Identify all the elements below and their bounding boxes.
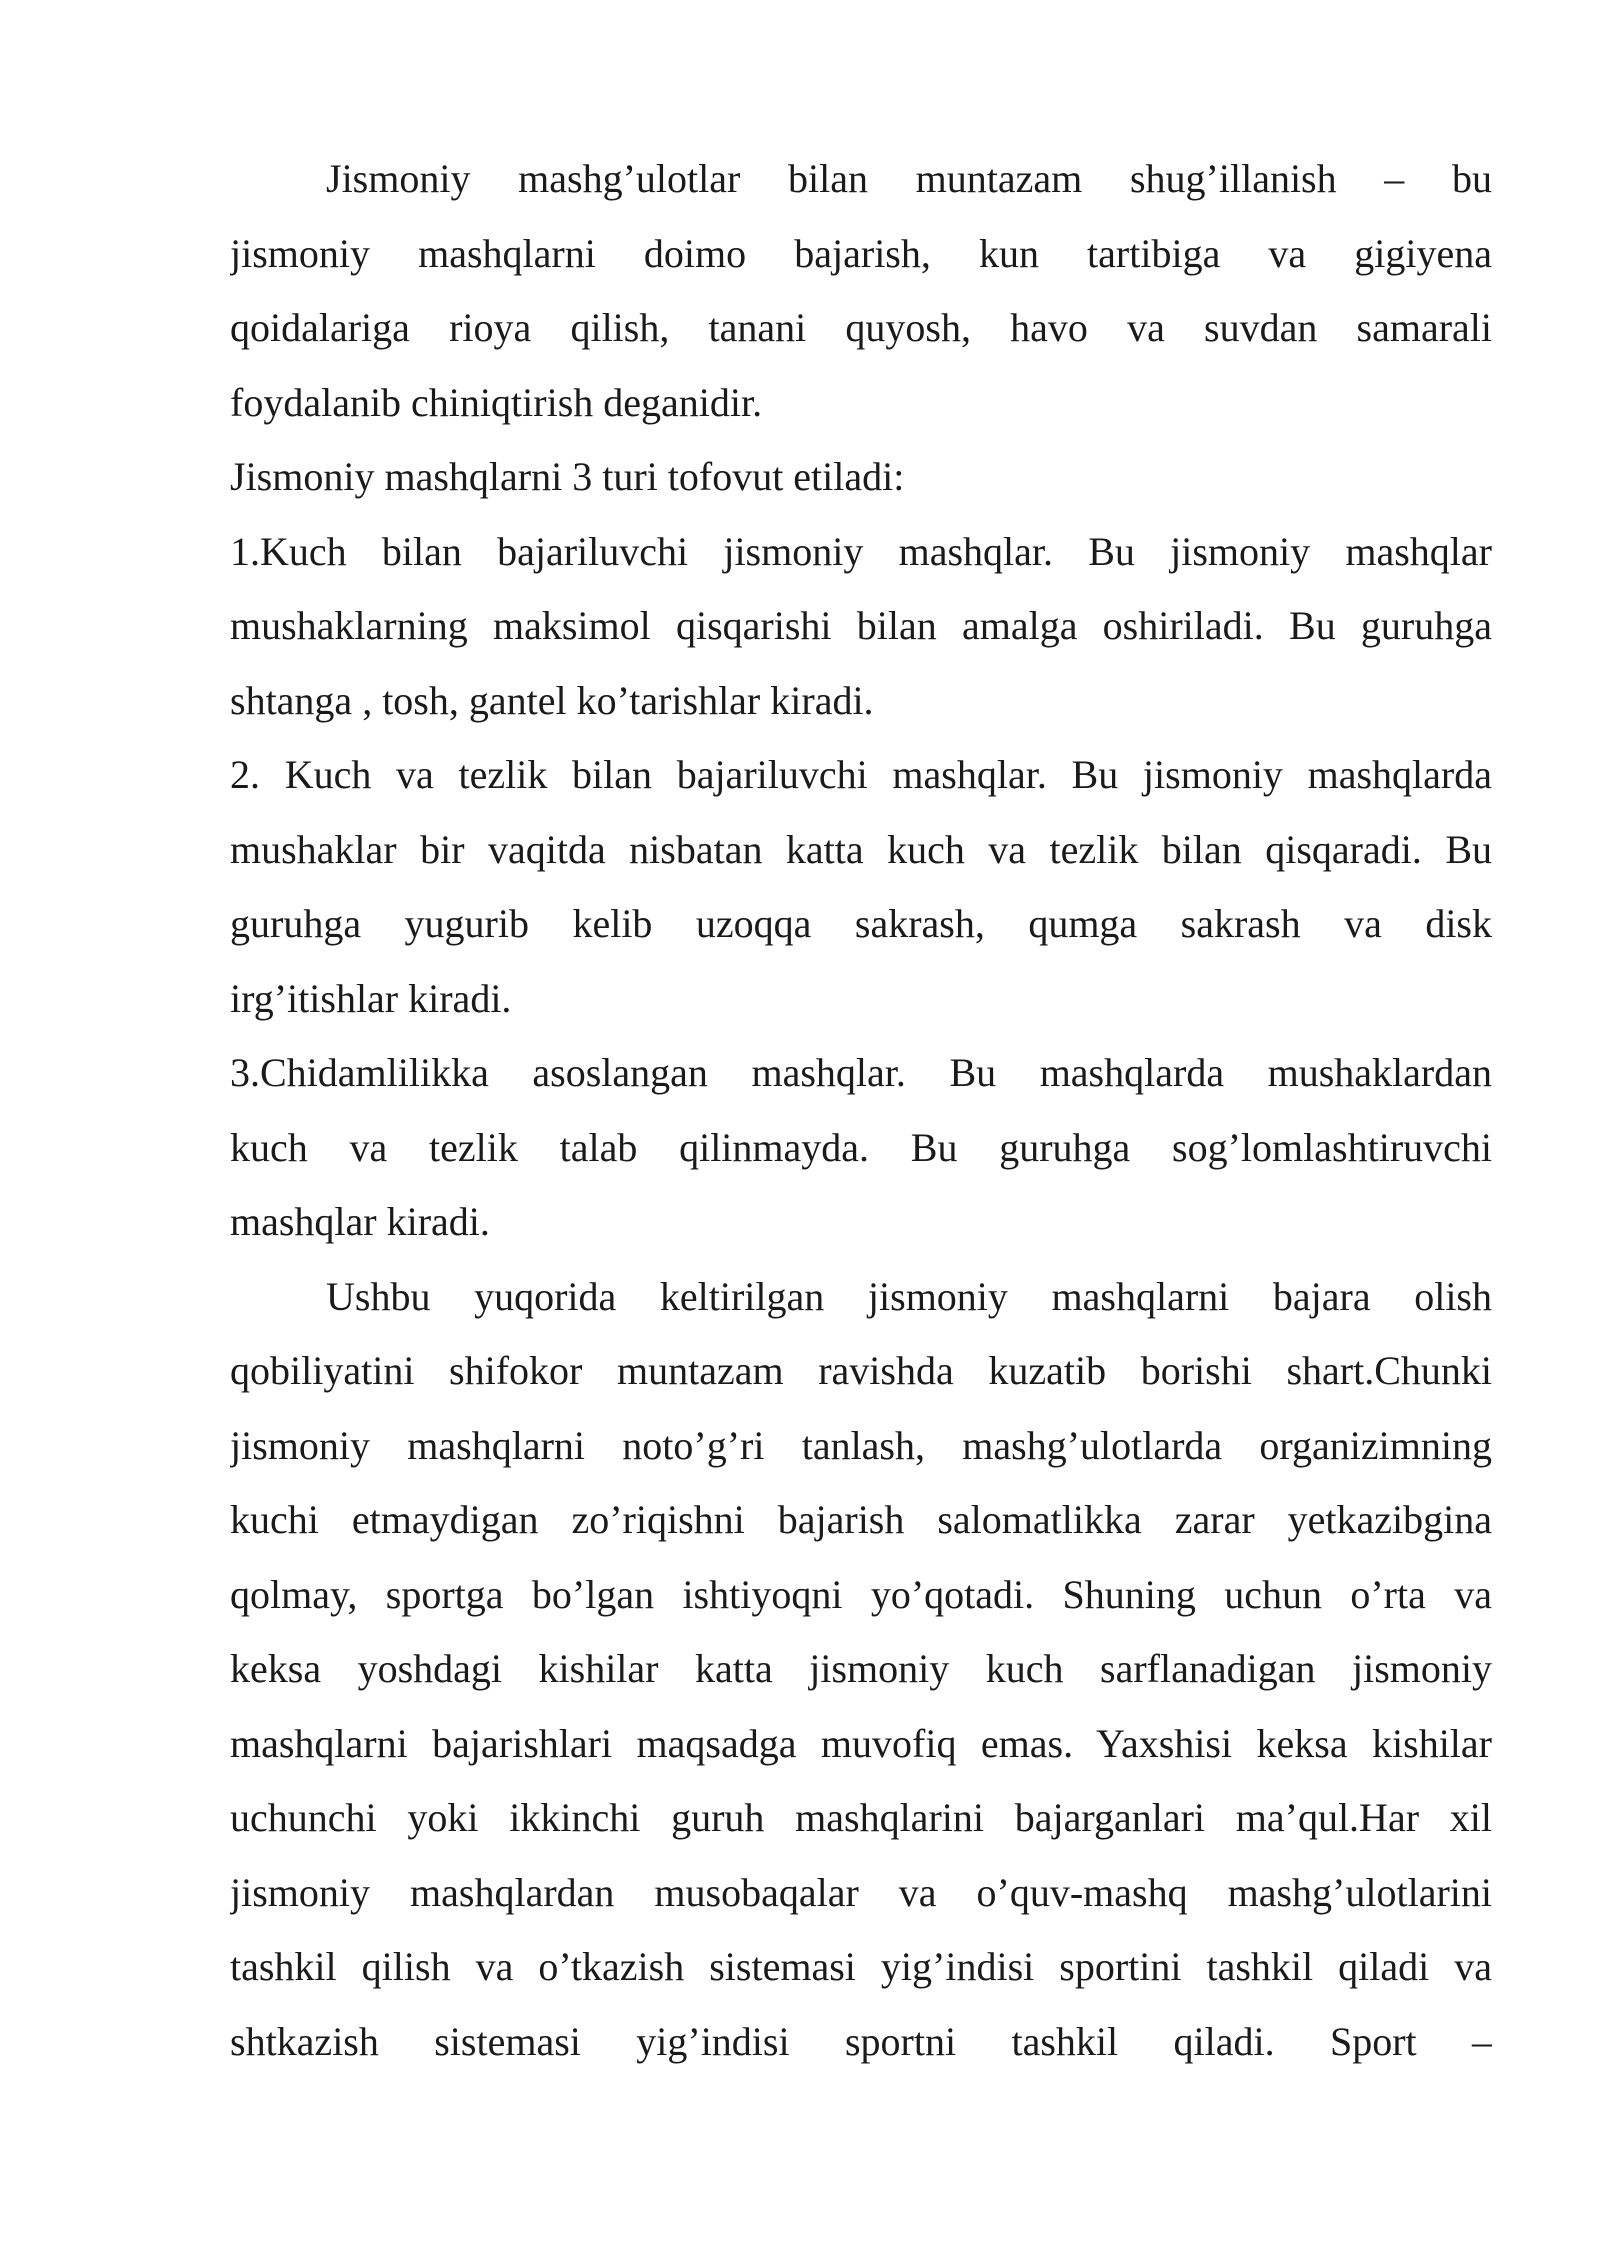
paragraph <box>230 515 1492 739</box>
text-line: kuch va tezlik talab qilinmayda. Bu guruhga sog’lomlashtiruvchi <box>230 1124 1492 1170</box>
text-line: 3.Chidamlilikka asoslangan mashqlar. Bu mashqlarda mushaklardan <box>230 1050 1492 1095</box>
text-line: mashqlar kiradi. <box>230 1199 490 1244</box>
paragraph <box>230 738 1492 1036</box>
text-line: mashqlarni bajarishlari maqsadga muvofiq emas. Yaxshisi keksa kishilar <box>230 1720 1492 1766</box>
paragraph <box>230 142 1492 440</box>
text-line: 2. Kuch va tezlik bilan bajariluvchi mashqlar. Bu jismoniy mashqlarda <box>230 752 1492 797</box>
text-line: tashkil qilish va o’tkazish sistemasi yig’indisi sportini tashkil qiladi va <box>230 1944 1492 1989</box>
text-line: jismoniy mashqlarni noto’g’ri tanlash, mashg’ulotlarda organizimning <box>230 1422 1492 1468</box>
text-line: Ushbu yuqorida keltirilgan jismoniy mashqlarni bajara olish <box>326 1273 1492 1319</box>
text-line: Jismoniy mashg’ulotlar bilan muntazam shug’illanish – bu <box>326 156 1492 201</box>
paragraph <box>230 440 1492 515</box>
text-line: kuchi etmaydigan zo’riqishni bajarish salomatlikka zarar yetkazibgina <box>230 1497 1492 1542</box>
text-line: qobiliyatini shifokor muntazam ravishda kuzatib borishi shart.Chunki <box>230 1348 1492 1393</box>
text-line: Jismoniy mashqlarni 3 turi tofovut etiladi: <box>230 454 905 499</box>
text-line: jismoniy mashqlarni doimo bajarish, kun tartibiga va gigiyena <box>230 230 1492 276</box>
text-line: qoidalariga rioya qilish, tanani quyosh, havo va suvdan samarali <box>230 305 1492 350</box>
text-line: shtanga , tosh, gantel ko’tarishlar kiradi. <box>230 677 874 723</box>
text-line: uchunchi yoki ikkinchi guruh mashqlarini bajarganlari ma’qul.Har xil <box>230 1795 1492 1840</box>
paragraph <box>230 1036 1492 1260</box>
text-line: mushaklar bir vaqitda nisbatan katta kuch va tezlik bilan qisqaradi. Bu <box>230 826 1492 872</box>
text-line: 1.Kuch bilan bajariluvchi jismoniy mashqlar. Bu jismoniy mashqlar <box>230 528 1492 574</box>
text-line: qolmay, sportga bo’lgan ishtiyoqni yo’qotadi. Shuning uchun o’rta va <box>230 1571 1492 1617</box>
text-line: guruhga yugurib kelib uzoqqa sakrash, qumga sakrash va disk <box>230 901 1492 946</box>
text-line: foydalanib chiniqtirish deganidir. <box>230 379 763 425</box>
text-line: jismoniy mashqlardan musobaqalar va o’quv-mashq mashg’ulotlarini <box>230 1869 1492 1915</box>
text-line: irg’itishlar kiradi. <box>230 975 512 1021</box>
document-body <box>230 142 1492 2079</box>
text-line: shtkazish sistemasi yig’indisi sportni tashkil qiladi. Sport – <box>230 2018 1492 2064</box>
text-line: keksa yoshdagi kishilar katta jismoniy kuch sarflanadigan jismoniy <box>230 1646 1492 1691</box>
text-line: mushaklarning maksimol qisqarishi bilan amalga oshiriladi. Bu guruhga <box>230 603 1492 648</box>
paragraph <box>230 1260 1492 2080</box>
